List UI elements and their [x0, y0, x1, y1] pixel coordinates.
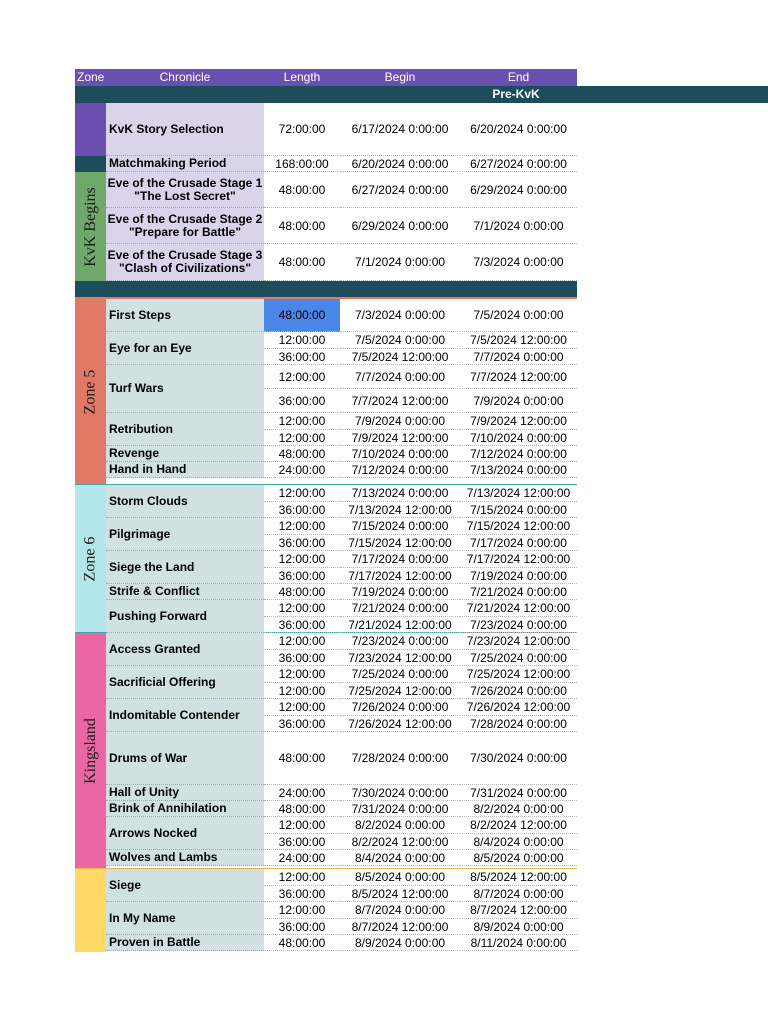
cell-begin[interactable]: 7/25/2024 12:00:00: [340, 683, 460, 700]
cell-begin[interactable]: 7/15/2024 0:00:00: [340, 518, 460, 535]
cell-length[interactable]: 36:00:00: [264, 389, 340, 413]
cell-length[interactable]: 12:00:00: [264, 600, 340, 617]
zone-label-zone6: Zone 6: [81, 536, 99, 582]
cell-length[interactable]: 12:00:00: [264, 666, 340, 683]
cell-length[interactable]: 48:00:00: [264, 446, 340, 462]
cell-end[interactable]: 8/4/2024 0:00:00: [460, 834, 577, 851]
table-row-eve-of-the-crusade-stage-2-prepare-for-battle: [106, 208, 577, 244]
table-row-storm-clouds: [106, 485, 577, 518]
cell-length[interactable]: 48:00:00: [264, 244, 340, 281]
cell-begin[interactable]: 7/3/2024 0:00:00: [340, 299, 460, 332]
cell-begin[interactable]: 8/9/2024 0:00:00: [340, 935, 460, 951]
table-row-indomitable-contender: [106, 699, 577, 732]
cell-length[interactable]: 36:00:00: [264, 568, 340, 585]
cell-length[interactable]: 12:00:00: [264, 518, 340, 535]
cell-length[interactable]: 48:00:00: [264, 801, 340, 817]
table-row-kvk-story-selection: [106, 103, 577, 156]
chronicle-name[interactable]: Eve of the Crusade Stage 2 "Prepare for Battle": [106, 208, 264, 244]
chronicle-name[interactable]: Matchmaking Period: [106, 156, 264, 172]
cell-end[interactable]: 7/12/2024 0:00:00: [460, 446, 577, 462]
cell-end[interactable]: 7/13/2024 12:00:00: [460, 485, 577, 502]
header-chronicle[interactable]: Chronicle: [159, 70, 211, 84]
section-band-prekvk: [75, 86, 768, 103]
cell-length[interactable]: 12:00:00: [264, 332, 340, 349]
cell-end[interactable]: 6/20/2024 0:00:00: [460, 103, 577, 156]
chronicle-name[interactable]: Sacrificial Offering: [106, 666, 264, 699]
table-row-siege-the-land: [106, 551, 577, 584]
cell-length[interactable]: 36:00:00: [264, 716, 340, 733]
chronicle-name[interactable]: Strife & Conflict: [106, 584, 264, 600]
cell-length[interactable]: 12:00:00: [264, 902, 340, 919]
cell-end[interactable]: 7/19/2024 0:00:00: [460, 568, 577, 585]
cell-length[interactable]: 12:00:00: [264, 683, 340, 700]
cell-begin[interactable]: 7/23/2024 12:00:00: [340, 650, 460, 667]
zone-bar-matchmaking: [75, 156, 106, 172]
cell-end[interactable]: 7/9/2024 12:00:00: [460, 413, 577, 430]
table-row-access-granted: [106, 633, 577, 666]
cell-begin[interactable]: 7/7/2024 0:00:00: [340, 365, 460, 389]
selected-cell[interactable]: 48:00:00: [264, 299, 340, 332]
chronicle-name[interactable]: First Steps: [106, 299, 264, 332]
table-row-arrows-nocked: [106, 817, 577, 850]
cell-begin[interactable]: 8/5/2024 12:00:00: [340, 886, 460, 903]
table-row-wolves-and-lambs: [106, 850, 577, 866]
cell-begin[interactable]: 7/26/2024 12:00:00: [340, 716, 460, 733]
chronicle-name[interactable]: Access Granted: [106, 633, 264, 666]
cell-end[interactable]: 8/5/2024 0:00:00: [460, 850, 577, 866]
chronicle-name[interactable]: Drums of War: [106, 732, 264, 785]
cell-begin[interactable]: 7/13/2024 0:00:00: [340, 485, 460, 502]
chronicle-name[interactable]: Storm Clouds: [106, 485, 264, 518]
cell-end[interactable]: 8/11/2024 0:00:00: [460, 935, 577, 951]
cell-length[interactable]: 36:00:00: [264, 535, 340, 552]
table-row-matchmaking-period: [106, 156, 577, 172]
cell-begin[interactable]: 7/31/2024 0:00:00: [340, 801, 460, 817]
cell-end[interactable]: 7/25/2024 12:00:00: [460, 666, 577, 683]
cell-begin[interactable]: 7/30/2024 0:00:00: [340, 785, 460, 801]
cell-length[interactable]: 72:00:00: [264, 103, 340, 156]
cell-length[interactable]: 36:00:00: [264, 919, 340, 936]
chronicle-name[interactable]: Proven in Battle: [106, 935, 264, 951]
cell-length[interactable]: 48:00:00: [264, 172, 340, 208]
table-row-strife-conflict: [106, 584, 577, 600]
cell-length[interactable]: 12:00:00: [264, 430, 340, 447]
chronicle-name[interactable]: Brink of Annihilation: [106, 801, 264, 817]
chronicle-name[interactable]: Pilgrimage: [106, 518, 264, 551]
cell-end[interactable]: 7/25/2024 0:00:00: [460, 650, 577, 667]
cell-length[interactable]: 12:00:00: [264, 365, 340, 389]
cell-begin[interactable]: 7/28/2024 0:00:00: [340, 732, 460, 785]
chronicle-name[interactable]: In My Name: [106, 902, 264, 935]
zone-label-kingsland: Kingsland: [81, 718, 99, 784]
chronicle-name[interactable]: Eye for an Eye: [106, 332, 264, 365]
chronicle-name[interactable]: Revenge: [106, 446, 264, 462]
cell-end[interactable]: 7/21/2024 0:00:00: [460, 584, 577, 600]
cell-end[interactable]: 8/7/2024 0:00:00: [460, 886, 577, 903]
cell-begin[interactable]: 7/19/2024 0:00:00: [340, 584, 460, 600]
table-row-turf-wars: [106, 365, 577, 413]
cell-begin[interactable]: 7/23/2024 0:00:00: [340, 633, 460, 650]
cell-length[interactable]: 36:00:00: [264, 349, 340, 366]
cell-end[interactable]: 7/9/2024 0:00:00: [460, 389, 577, 413]
cell-begin[interactable]: 7/9/2024 0:00:00: [340, 413, 460, 430]
chronicle-name[interactable]: Eve of the Crusade Stage 1 "The Lost Secret": [106, 172, 264, 208]
cell-begin[interactable]: 7/25/2024 0:00:00: [340, 666, 460, 683]
cell-begin[interactable]: 7/5/2024 12:00:00: [340, 349, 460, 366]
cell-length[interactable]: 48:00:00: [264, 935, 340, 951]
cell-end[interactable]: 7/5/2024 12:00:00: [460, 332, 577, 349]
cell-end[interactable]: 6/27/2024 0:00:00: [460, 156, 577, 172]
table-row-sacrificial-offering: [106, 666, 577, 699]
cell-length[interactable]: 12:00:00: [264, 413, 340, 430]
table-row-eve-of-the-crusade-stage-1-the-lost-secret: [106, 172, 577, 208]
cell-length[interactable]: 12:00:00: [264, 817, 340, 834]
chronicle-name[interactable]: Indomitable Contender: [106, 699, 264, 732]
cell-begin[interactable]: 7/21/2024 0:00:00: [340, 600, 460, 617]
cell-begin[interactable]: 7/26/2024 0:00:00: [340, 699, 460, 716]
table-row-hand-in-hand: [106, 462, 577, 478]
cell-begin[interactable]: 6/17/2024 0:00:00: [340, 103, 460, 156]
table-row-brink-of-annihilation: [106, 801, 577, 817]
cell-length[interactable]: 168:00:00: [264, 156, 340, 172]
table-row-first-steps: [106, 299, 577, 332]
table-row-in-my-name: [106, 902, 577, 935]
cell-begin[interactable]: 7/13/2024 12:00:00: [340, 502, 460, 519]
cell-end[interactable]: 7/13/2024 0:00:00: [460, 462, 577, 478]
cell-length[interactable]: 24:00:00: [264, 462, 340, 478]
cell-end[interactable]: 6/29/2024 0:00:00: [460, 172, 577, 208]
cell-begin[interactable]: 7/10/2024 0:00:00: [340, 446, 460, 462]
chronicle-name[interactable]: Wolves and Lambs: [106, 850, 264, 866]
cell-end[interactable]: 7/15/2024 12:00:00: [460, 518, 577, 535]
cell-length[interactable]: 24:00:00: [264, 785, 340, 801]
cell-end[interactable]: 7/7/2024 12:00:00: [460, 365, 577, 389]
cell-length[interactable]: 36:00:00: [264, 834, 340, 851]
cell-end[interactable]: 7/26/2024 12:00:00: [460, 699, 577, 716]
cell-end[interactable]: 7/23/2024 12:00:00: [460, 633, 577, 650]
cell-length[interactable]: 12:00:00: [264, 869, 340, 886]
cell-end[interactable]: 7/1/2024 0:00:00: [460, 208, 577, 244]
cell-begin[interactable]: 8/4/2024 0:00:00: [340, 850, 460, 866]
cell-length[interactable]: 36:00:00: [264, 886, 340, 903]
cell-end[interactable]: 7/30/2024 0:00:00: [460, 732, 577, 785]
cell-begin[interactable]: 7/1/2024 0:00:00: [340, 244, 460, 281]
chronicle-name[interactable]: Arrows Nocked: [106, 817, 264, 850]
cell-end[interactable]: 7/23/2024 0:00:00: [460, 617, 577, 634]
table-row-pilgrimage: [106, 518, 577, 551]
cell-length[interactable]: 12:00:00: [264, 699, 340, 716]
cell-end[interactable]: 7/28/2024 0:00:00: [460, 716, 577, 733]
cell-end[interactable]: 7/21/2024 12:00:00: [460, 600, 577, 617]
table-row-proven-in-battle: [106, 935, 577, 951]
cell-end[interactable]: 7/31/2024 0:00:00: [460, 785, 577, 801]
cell-begin[interactable]: 7/15/2024 12:00:00: [340, 535, 460, 552]
table-row-eve-of-the-crusade-stage-3-clash-of-civilizations: [106, 244, 577, 281]
cell-begin[interactable]: 7/21/2024 12:00:00: [340, 617, 460, 634]
cell-end[interactable]: 7/15/2024 0:00:00: [460, 502, 577, 519]
cell-begin[interactable]: 7/9/2024 12:00:00: [340, 430, 460, 447]
section-label: Pre-KvK: [492, 87, 540, 101]
cell-begin[interactable]: 7/17/2024 12:00:00: [340, 568, 460, 585]
header-length[interactable]: Length: [283, 70, 321, 84]
zone-label-zone5: Zone 5: [81, 369, 99, 415]
cell-end[interactable]: 7/17/2024 0:00:00: [460, 535, 577, 552]
table-row-siege: [106, 869, 577, 902]
cell-begin[interactable]: 8/2/2024 12:00:00: [340, 834, 460, 851]
cell-length[interactable]: 48:00:00: [264, 732, 340, 785]
cell-length[interactable]: 48:00:00: [264, 584, 340, 600]
cell-end[interactable]: 7/26/2024 0:00:00: [460, 683, 577, 700]
cell-end[interactable]: 8/2/2024 12:00:00: [460, 817, 577, 834]
cell-end[interactable]: 8/9/2024 0:00:00: [460, 919, 577, 936]
cell-length[interactable]: 12:00:00: [264, 551, 340, 568]
table-row-eye-for-an-eye: [106, 332, 577, 365]
cell-length[interactable]: 36:00:00: [264, 502, 340, 519]
header-end[interactable]: End: [507, 70, 530, 84]
table-row-hall-of-unity: [106, 785, 577, 801]
cell-end[interactable]: 8/5/2024 12:00:00: [460, 869, 577, 886]
cell-end[interactable]: 8/2/2024 0:00:00: [460, 801, 577, 817]
table-row-retribution: [106, 413, 577, 446]
zone-label-kvk-begins: KvK Begins: [81, 186, 99, 267]
cell-end[interactable]: 7/7/2024 0:00:00: [460, 349, 577, 366]
zone-bar-final: [75, 869, 106, 952]
header-begin[interactable]: Begin: [384, 70, 416, 84]
cell-length[interactable]: 36:00:00: [264, 617, 340, 634]
cell-begin[interactable]: 8/5/2024 0:00:00: [340, 869, 460, 886]
cell-length[interactable]: 48:00:00: [264, 208, 340, 244]
zone-bar-prekvk: [75, 103, 106, 156]
cell-length[interactable]: 12:00:00: [264, 633, 340, 650]
cell-end[interactable]: 7/17/2024 12:00:00: [460, 551, 577, 568]
separator-band: [75, 281, 577, 297]
table-row-revenge: [106, 446, 577, 462]
chronicle-name[interactable]: Turf Wars: [106, 365, 264, 413]
header-zone[interactable]: Zone: [77, 70, 105, 84]
cell-begin[interactable]: 7/5/2024 0:00:00: [340, 332, 460, 349]
cell-begin[interactable]: 7/12/2024 0:00:00: [340, 462, 460, 478]
cell-end[interactable]: 7/5/2024 0:00:00: [460, 299, 577, 332]
chronicle-name[interactable]: Siege: [106, 869, 264, 902]
cell-length[interactable]: 36:00:00: [264, 650, 340, 667]
cell-begin[interactable]: 6/29/2024 0:00:00: [340, 208, 460, 244]
cell-begin[interactable]: 7/17/2024 0:00:00: [340, 551, 460, 568]
table-row-pushing-forward: [106, 600, 577, 633]
cell-length[interactable]: 12:00:00: [264, 485, 340, 502]
chronicle-name[interactable]: Hall of Unity: [106, 785, 264, 801]
cell-end[interactable]: 7/3/2024 0:00:00: [460, 244, 577, 281]
chronicle-name[interactable]: KvK Story Selection: [106, 103, 264, 156]
cell-begin[interactable]: 8/2/2024 0:00:00: [340, 817, 460, 834]
header-row: [75, 69, 577, 86]
chronicle-name[interactable]: Retribution: [106, 413, 264, 446]
cell-end[interactable]: 7/10/2024 0:00:00: [460, 430, 577, 447]
cell-begin[interactable]: 8/7/2024 0:00:00: [340, 902, 460, 919]
cell-begin[interactable]: 8/7/2024 12:00:00: [340, 919, 460, 936]
chronicle-name[interactable]: Pushing Forward: [106, 600, 264, 633]
chronicle-name[interactable]: Siege the Land: [106, 551, 264, 584]
cell-length[interactable]: 24:00:00: [264, 850, 340, 866]
table-row-drums-of-war: [106, 732, 577, 785]
cell-begin[interactable]: 6/20/2024 0:00:00: [340, 156, 460, 172]
cell-begin[interactable]: 6/27/2024 0:00:00: [340, 172, 460, 208]
cell-begin[interactable]: 7/7/2024 12:00:00: [340, 389, 460, 413]
chronicle-name[interactable]: Hand in Hand: [106, 462, 264, 478]
chronicle-name[interactable]: Eve of the Crusade Stage 3 "Clash of Civilizations": [106, 244, 264, 281]
cell-end[interactable]: 8/7/2024 12:00:00: [460, 902, 577, 919]
